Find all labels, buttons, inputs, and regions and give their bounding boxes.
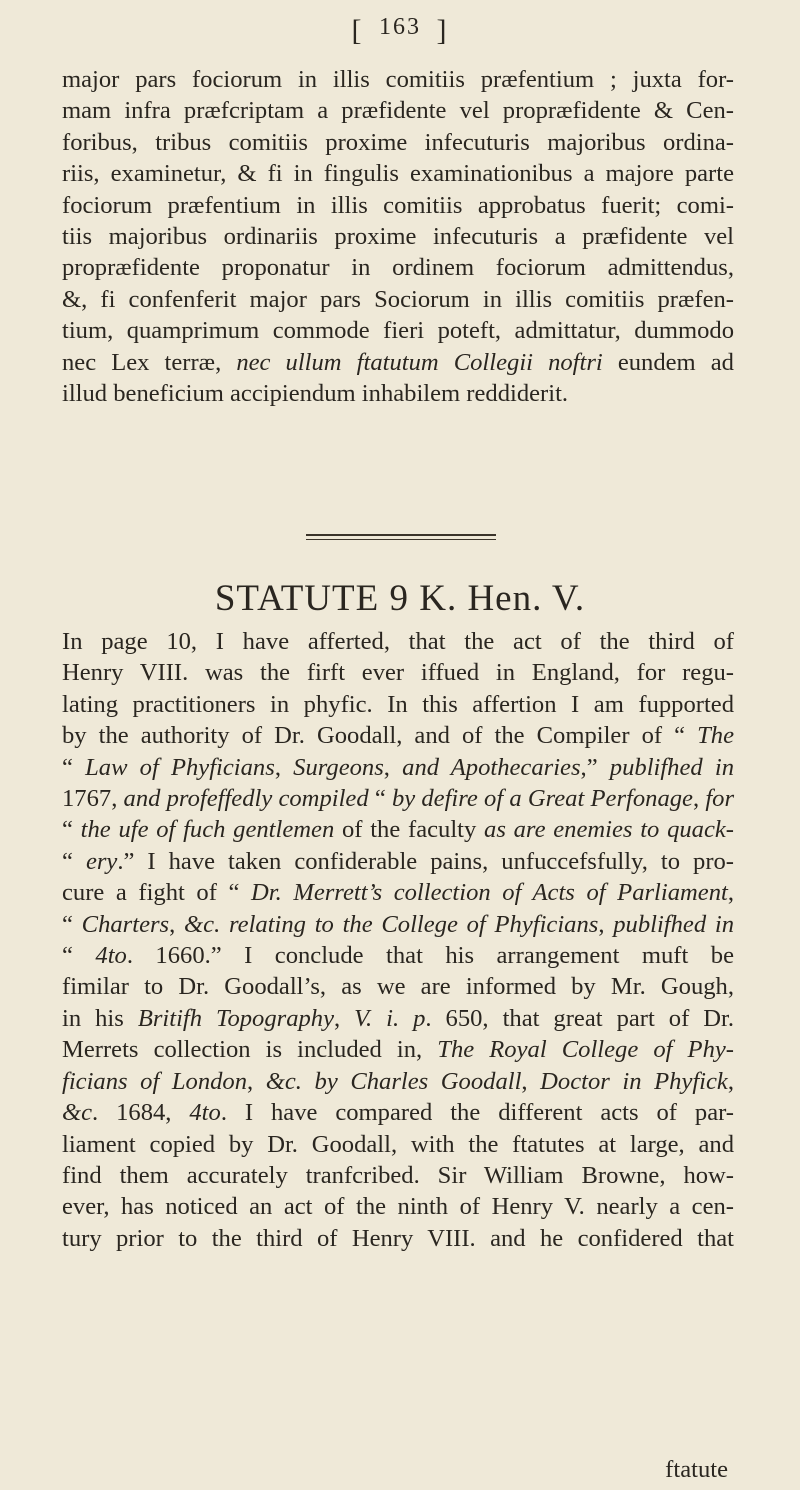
catchword: ftatute — [665, 1456, 728, 1483]
text-line: in his Britifh Topography, V. i. p. 650, that great part of Dr. — [62, 1004, 735, 1032]
text-line: “ Charters, &c. relating to the College of Phyficians, publifhed in — [62, 910, 734, 938]
text-line: tury prior to the third of Henry VIII. and he confidered that — [62, 1224, 734, 1252]
text-line: fociorum præfentium in illis comitiis approbatus fuerit; comi- — [62, 191, 734, 219]
text-line: In page 10, I have afferted, that the act of the third of — [62, 628, 734, 655]
text-line: nec Lex terræ, nec ullum ftatutum Collegii noftri eundem ad — [62, 348, 734, 376]
text-line: find them accurately tranfcribed. Sir William Browne, how- — [62, 1161, 734, 1189]
text-line: “ the ufe of fuch gentlemen of the faculty as are enemies to quack- — [62, 816, 734, 844]
text-line: tiis majoribus ordinariis proxime infecuturis a præfidente vel — [62, 223, 734, 251]
section-rule-thin — [306, 539, 496, 540]
latin-statute-paragraph — [62, 64, 734, 409]
text-line: &, fi confenferit major pars Sociorum in illis comitiis præfen- — [62, 285, 734, 313]
text-line: Merrets collection is included in, The Royal College of Phy- — [62, 1036, 734, 1064]
text-line: fimilar to Dr. Goodall’s, as we are informed by Mr. Gough, — [62, 973, 734, 1001]
text-line: “ 4to. 1660.” I conclude that his arrangement muft be — [62, 942, 734, 970]
text-line: illud beneficium accipiendum inhabilem reddiderit. — [62, 380, 569, 408]
text-line: liament copied by Dr. Goodall, with the ftatutes at large, and — [62, 1130, 734, 1158]
text-line: foribus, tribus comitiis proxime infecuturis majoribus ordina- — [62, 128, 734, 156]
text-line: propræfidente proponatur in ordinem fociorum admittendus, — [62, 254, 734, 282]
text-line: major pars fociorum in illis comitiis præfentium ; juxta for- — [62, 66, 734, 93]
text-line: “ ery.” I have taken confiderable pains, unfuccefsfully, to pro- — [62, 847, 734, 875]
catchword-line — [62, 1454, 734, 1485]
section-rule — [306, 534, 496, 536]
text-line: 1767, and profeffedly compiled “ by defire of a Great Perfonage, for — [62, 785, 735, 813]
text-line: ficians of London, &c. by Charles Goodall, Doctor in Phyfick, — [62, 1067, 735, 1095]
commentary-paragraph — [62, 626, 734, 1254]
text-line: tium, quamprimum commode fieri poteft, admittatur, dummodo — [62, 317, 734, 345]
text-line: riis, examinetur, & fi in fingulis examinationibus a majore parte — [62, 160, 734, 188]
text-line: cure a fight of “ Dr. Merrett’s collection of Acts of Parliament, — [62, 879, 734, 907]
text-line: by the authority of Dr. Goodall, and of the Compiler of “ The — [62, 722, 734, 750]
text-line: ever, has noticed an act of the ninth of Henry V. nearly a cen- — [62, 1193, 734, 1221]
close-bracket: ] — [436, 14, 449, 47]
text-line: “ Law of Phyficians, Surgeons, and Apothecaries,” publifhed in — [62, 753, 735, 781]
page-number-value: 163 — [379, 14, 421, 40]
text-line: lating practitioners in phyfic. In this affertion I am fupported — [62, 690, 734, 718]
page-number — [0, 14, 800, 48]
statute-heading: STATUTE 9 K. Hen. V. — [214, 578, 586, 619]
open-bracket: [ — [351, 14, 364, 47]
text-line: Henry VIII. was the firft ever iffued in England, for regu- — [62, 659, 734, 687]
text-line: mam infra præfcriptam a præfidente vel propræfidente & Cen- — [62, 97, 734, 125]
text-line: &c. 1684, 4to. I have compared the different acts of par- — [62, 1099, 734, 1127]
